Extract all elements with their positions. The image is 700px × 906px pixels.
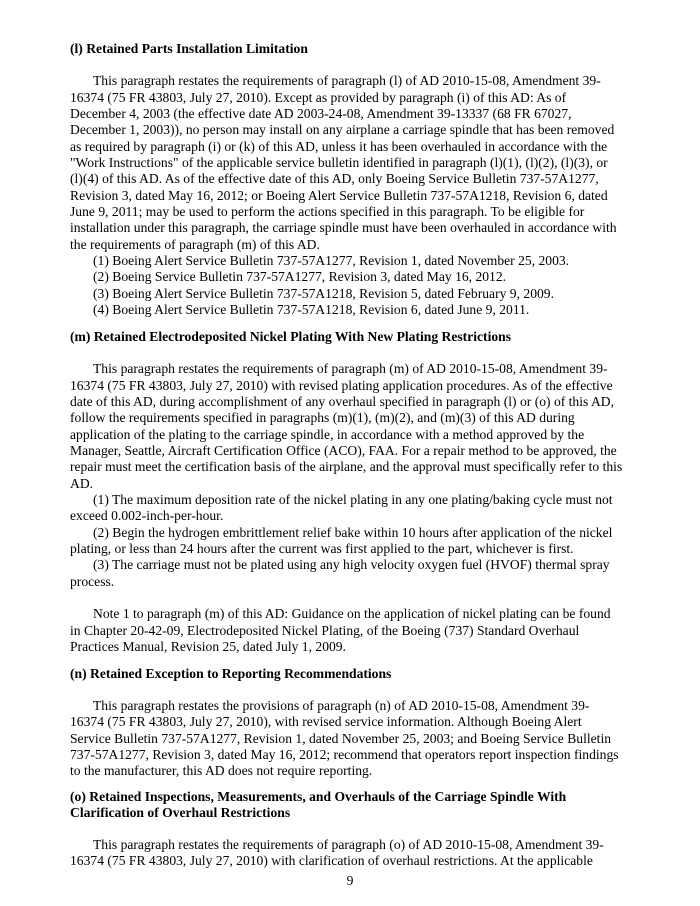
section-l-list-item: (3) Boeing Alert Service Bulletin 737-57A1218, Revision 5, dated February 9, 2009.: [93, 286, 554, 301]
section-m-list-item: (1) The maximum deposition rate of the nickel plating in any one plating/baking cycle must not: [93, 492, 613, 507]
section-l-text-line: as required by paragraph (i) or (k) of this AD, unless it has been overhauled in accordance with the: [70, 139, 608, 154]
section-m-text-line: repair must meet the certification basis of the airplane, and the approval must specifically refer to this: [70, 459, 623, 474]
section-m-text-line: 16374 (75 FR 43803, July 27, 2010) with revised plating application procedures. As of the effective: [70, 378, 613, 393]
section-l-list-item: (1) Boeing Alert Service Bulletin 737-57A1277, Revision 1, dated November 25, 2003.: [93, 253, 570, 268]
section-l-list-item: (2) Boeing Service Bulletin 737-57A1277, Revision 3, dated May 16, 2012.: [93, 269, 507, 284]
section-l-text-line: the requirements of paragraph (m) of this AD.: [70, 237, 320, 252]
section-m-list-item: (3) The carriage must not be plated using any high velocity oxygen fuel (HVOF) thermal spray: [93, 557, 610, 572]
section-m-note-line: in Chapter 20-42-09, Electrodeposited Nickel Plating, of the Boeing (737) Standard Overhaul: [70, 623, 580, 638]
section-n-text-line: 16374 (75 FR 43803, July 27, 2010), with revised service information. Although Boeing Alert: [70, 714, 582, 729]
section-o-text-line: This paragraph restates the requirements of paragraph (o) of AD 2010-15-08, Amendment 39-: [93, 837, 604, 852]
section-m-note-line: Note 1 to paragraph (m) of this AD: Guidance on the application of nickel plating can be found: [93, 606, 611, 621]
section-m-text-line: AD.: [70, 476, 94, 491]
section-m-note-line: Practices Manual, Revision 25, dated July 1, 2009.: [70, 639, 346, 654]
section-n-text-line: Service Bulletin 737-57A1277, Revision 1, dated November 25, 2003; and Boeing Service Bulletin: [70, 731, 612, 746]
section-n-text-line: 737-57A1277, Revision 3, dated May 16, 2012; recommend that operators report inspection findings: [70, 747, 619, 762]
section-l-text-line: 16374 (75 FR 43803, July 27, 2010). Except as provided by paragraph (i) of this AD: As of: [70, 90, 567, 105]
section-l-text-line: (l)(4) of this AD. As of the effective date of this AD, only Boeing Service Bulletin 737-57A1277,: [70, 171, 599, 186]
section-l-list-item: (4) Boeing Alert Service Bulletin 737-57A1218, Revision 6, dated June 9, 2011.: [93, 302, 530, 317]
section-o-heading: (o) Retained Inspections, Measurements, and Overhauls of the Carriage Spindle With: [70, 789, 567, 804]
section-m-text-line: This paragraph restates the requirements of paragraph (m) of AD 2010-15-08, Amendment 39-: [93, 361, 608, 376]
section-m-text-line: date of this AD, during accomplishment of any overhaul specified in paragraph (l) or (o) of this AD,: [70, 394, 614, 409]
section-m-text-line: Manager, Seattle, Aircraft Certification Office (ACO), FAA. For a repair method to be approved, the: [70, 443, 617, 458]
section-m-list-item-cont: plating, or less than 24 hours after the current was first applied to the part, whichever is first.: [70, 541, 574, 556]
section-n-heading: (n) Retained Exception to Reporting Recommendations: [70, 666, 392, 681]
section-m-heading: (m) Retained Electrodeposited Nickel Plating With New Plating Restrictions: [70, 329, 512, 344]
section-n-text-line: to the manufacturer, this AD does not require reporting.: [70, 763, 373, 778]
section-m-list-item: (2) Begin the hydrogen embrittlement relief bake within 10 hours after application of the nickel: [93, 525, 613, 540]
section-n-text-line: This paragraph restates the provisions of paragraph (n) of AD 2010-15-08, Amendment 39-: [93, 698, 590, 713]
section-l-text-line: "Work Instructions" of the applicable service bulletin identified in paragraph (l)(1), (l)(2), (l)(3), or: [70, 155, 608, 170]
section-l-text-line: installation under this paragraph, the carriage spindle must have been overhauled in accordance with: [70, 220, 617, 235]
section-l-heading: (l) Retained Parts Installation Limitation: [70, 41, 308, 56]
section-m-list-item-cont: exceed 0.002-inch-per-hour.: [70, 508, 224, 523]
section-l-text-line: This paragraph restates the requirements of paragraph (l) of AD 2010-15-08, Amendment 39-: [93, 73, 601, 88]
page-number: 9: [346, 873, 354, 888]
section-l-text-line: December 4, 2003 (the effective date AD 2003-24-08, Amendment 39-13337 (68 FR 67027,: [70, 106, 572, 121]
section-m-list-item-cont: process.: [70, 574, 115, 589]
section-o-heading: Clarification of Overhaul Restrictions: [70, 805, 291, 820]
section-m-text-line: follow the requirements specified in paragraphs (m)(1), (m)(2), and (m)(3) of this AD during: [70, 410, 575, 425]
section-m-text-line: application of the plating to the carriage spindle, in accordance with a method approved by the: [70, 427, 585, 442]
section-l-text-line: June 9, 2011; may be used to perform the actions specified in this paragraph. To be eligible for: [70, 204, 585, 219]
section-o-text-line: 16374 (75 FR 43803, July 27, 2010) with clarification of overhaul restrictions. At the applicable: [70, 853, 593, 868]
section-l-text-line: Revision 3, dated May 16, 2012; or Boeing Alert Service Bulletin 737-57A1218, Revision 6, dated: [70, 188, 608, 203]
section-l-text-line: December 1, 2003)), no person may install on any airplane a carriage spindle that has been removed: [70, 122, 615, 137]
